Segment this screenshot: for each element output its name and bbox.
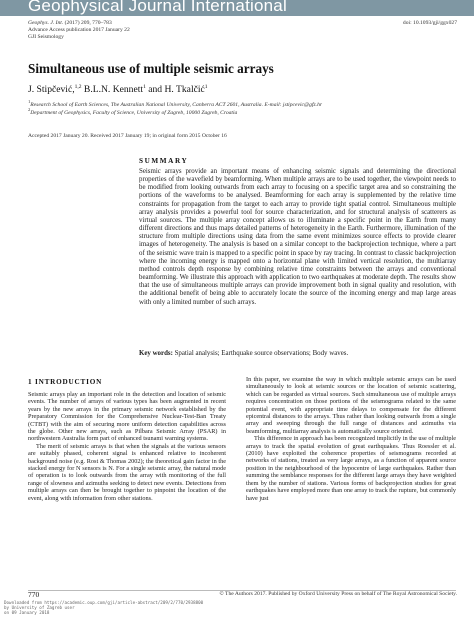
journal-abbrev: Geophys. J. Int. [28,20,64,26]
keywords-text: Spatial analysis; Earthquake source observations; Body waves. [172,350,349,357]
download-line[interactable]: Downloaded from https://academic.oup.com/gji/article-abstract/209/2/770/2938800 [4,600,204,605]
citation-meta [28,20,130,42]
author-name: J. Stipčević, [28,84,75,96]
summary-heading: SUMMARY [139,157,189,165]
copyright-notice: © The Authors 2017. Published by Oxford University Press on behalf of The Royal Astronomical Society. [219,591,457,597]
body-column-right [246,376,456,502]
journal-title: Geophysical Journal International [28,0,287,15]
paper-title: Simultaneous use of multiple seismic arrays [28,61,274,76]
section-heading: 1 INTRODUCTION [28,378,103,386]
doi-link[interactable]: doi: 10.1093/gji/ggx027 [402,20,457,26]
advance-access: Advance Access publication 2017 January 22 [28,27,130,34]
summary-body: Seismic arrays provide an important means of enhancing seismic signals and determining the directional properties of the wavefield by beamforming. When multiple arrays are to be used together, the viewpoint needs to be modified from looking outwards from each array to focusing on a specific target area and so constraining the portions of the waveforms to be analysed. Beamforming for each array is supplemented by the relative time constraints for propagation from the target to each array to provide tight spatial control. Simultaneous multiple array analysis provides a powerful tool for source characterization, and for structural analysis of scatterers as virtual sources. The multiple array concept allows us to illuminate a specific point in the Earth from many different directions and thus maps detailed patterns of heterogeneity in the Earth. Furthermore, illumination of the structure from multiple directions using data from the same event minimizes source effects to provide clearer images of heterogeneity. The analysis is based on a similar concept to the backprojection technique, where a part of the seismic wave train is mapped to a specific point in space by ray tracing. In contrast to classic backprojection where the incoming energy is mapped onto a horizontal plane with limited vertical resolution, the multiarray method controls depth response by combining relative time constraints between the arrays and conventional beamforming. We illustrate this approach with application to two earthquakes at moderate depth. The results show that the use of simultaneous multiple arrays can provide improvement both in signal quality and resolution, with the additional benefit of being able to accurately locate the source of the incoming energy and map large areas with only a limited number of such arrays. [139,168,456,306]
affiliation-marker: 1 [143,84,146,90]
journal-banner [0,0,474,16]
body-column-left [28,391,226,502]
keywords-label: Key words: [139,350,173,357]
author-name: and H. Tkalčić [145,84,205,96]
download-stamp [4,600,203,616]
affiliation-marker: 1,2 [74,84,82,90]
paragraph: Seismic arrays play an important role in the detection and location of seismic events. The number of arrays of various types has been augmented in recent years by the new arrays in the primary seismic network established by the Preparatory Commission for the Comprehensive Nuclear-Test-Ban Treaty (CTBT) with the aim of securing more uniform detection capabilities across the globe. Other new arrays, such as Pilbara Seismic Array (PSAR) in northwestern Australia form part of enhanced tsunami warning systems. [28,391,226,443]
affiliation-text: Research School of Earth Sciences, The Australian National University, Canberra ACT 2601, Australia. E-mail: jstipcevic@gfz.hr [30,101,323,108]
affiliation-2 [28,107,237,116]
received-dates: Accepted 2017 January 20. Received 2017 January 19; in original form 2015 October 16 [28,133,227,139]
affiliation-marker: 1 [204,84,208,90]
paragraph: In this paper, we examine the way in which multiple seismic arrays can be used simultaneously to look at seismic sources or the location of seismic scattering, which can be regarded as virtual sources. Such simultaneous use of multiple arrays requires concentration on those portions of the seismograms related to the same potential event, with appropriate time delays to compensate for the different epicentral distances to the arrays. Thus rather than looking outwards from a single array and sweeping through the full range of distances and azimuths via beamforming, multiarray analysis is automatically source oriented. [246,376,456,435]
affiliation-text: Department of Geophysics, Faculty of Science, University of Zagreb, 10000 Zagreb, Croatia [30,109,238,116]
keywords [139,350,348,357]
affiliation-marker: 1 [28,99,31,104]
author-list [28,84,208,95]
paragraph: The merit of seismic arrays is that when the signals at the various sensors are suitably phased, coherent signal is enhanced relative to incoherent background noise (e.g. Rost & Thomas 2002); the theoretical gain factor in the stacked energy for N sensors is N. For a single seismic array, the natural mode of operation is to look outwards from the array with monitoring of the full range of slowness and azimuths seeking to detect new events. Detections from multiple arrays can then be brought together to pinpoint the location of the event, along with information from other stations. [28,442,226,502]
affiliation-marker: 2 [28,107,31,112]
download-line: by University of Zagreb user [4,605,75,611]
page-number: 770 [28,590,40,599]
download-line: on 09 January 2018 [4,610,50,616]
section-label: GJI Seismology [28,34,64,41]
author-name: B.L.N. Kennett [81,84,144,96]
paragraph: This difference in approach has been recognized implicitly in the use of multiple arrays to track the spatial evolution of great earthquakes. Thus Roessler et al. (2010) have exploited the coherence properties of seismograms recorded at networks of stations, treated as very large arrays, as a function of apparent source position in the neighbourhood of the hypocentre of large earthquakes. Rather than summing the semblance responses for the different large arrays they have weighted them by the number of stations. Various forms of backprojection studies for great earthquakes have employed more than one array to track the rupture, but commonly have just [246,435,456,502]
citation: (2017) 209, 770–783 [64,20,112,26]
